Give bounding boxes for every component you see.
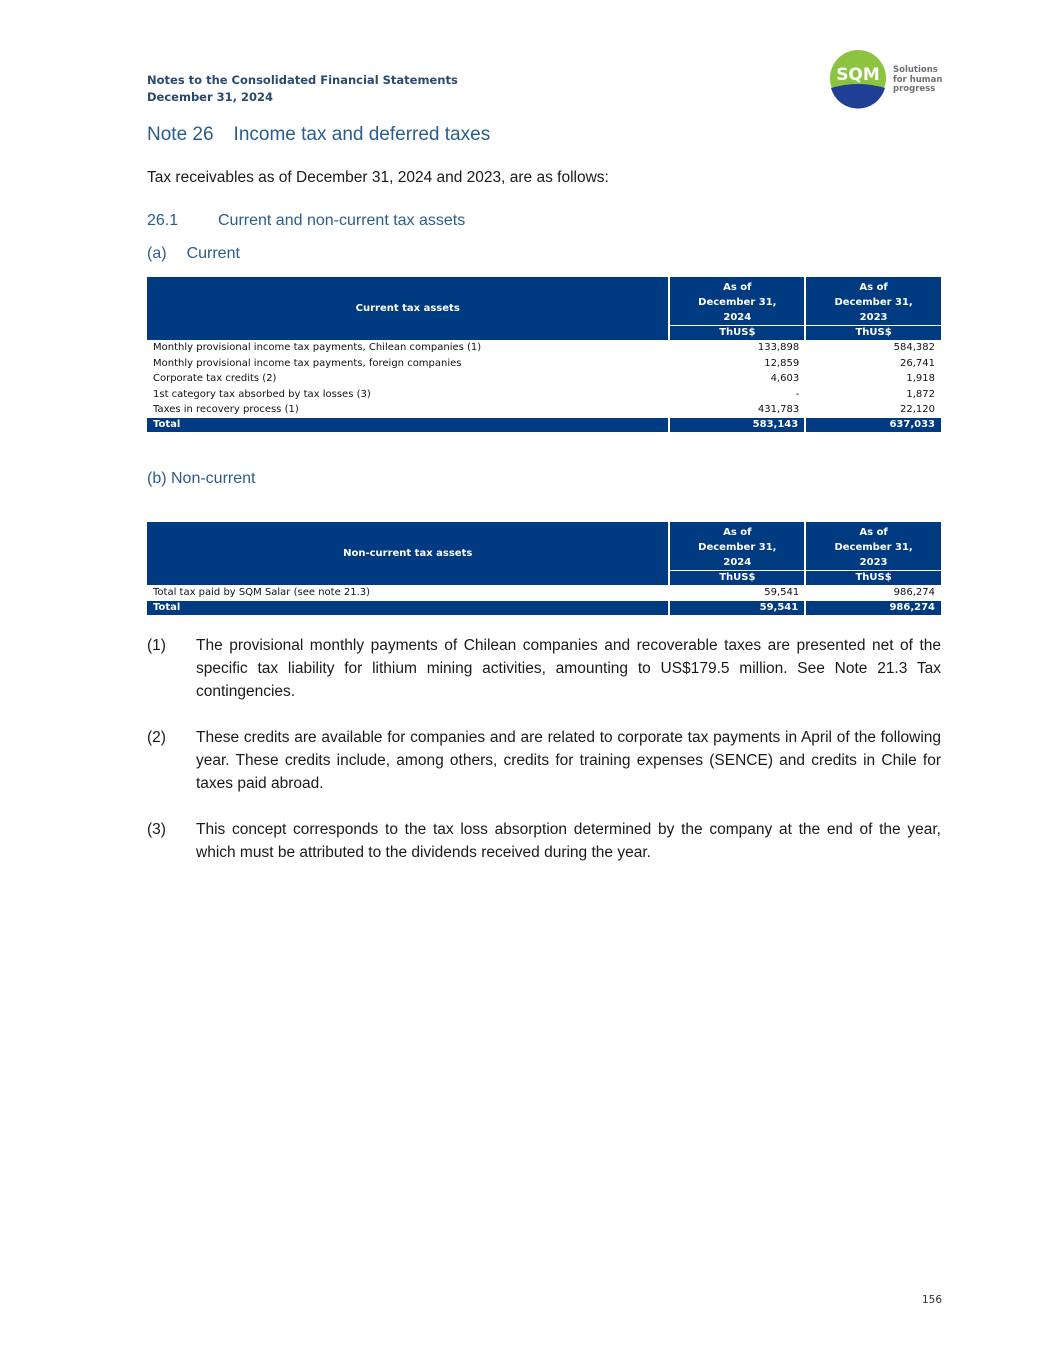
col-header-line: December 31,	[834, 541, 913, 553]
note-number: Note 26	[147, 124, 214, 145]
footnote-text: The provisional monthly payments of Chilean companies and recoverable taxes are presented net of the specific tax liability for lithium mining activities, amounting to US$179.5 million. See Note 21.3 Tax contingencies.	[196, 637, 941, 700]
row-value-2024: 12,859	[764, 357, 800, 369]
row-value-2023: 986,274	[893, 587, 935, 598]
subsection-current	[147, 245, 240, 263]
table-row	[147, 387, 941, 403]
col-header-2023	[805, 522, 941, 571]
current-tax-assets-table	[147, 277, 941, 432]
page-number: 156	[922, 1294, 943, 1306]
unit-2023: ThUS$	[805, 326, 941, 341]
col-header-line: December 31,	[698, 296, 777, 308]
logo-tagline-2: for human	[893, 74, 943, 85]
footnote	[147, 818, 941, 864]
col-header-line: 2023	[859, 556, 888, 568]
row-label: Total tax paid by SQM Salar (see note 21.3)	[153, 587, 371, 598]
footnote-number: (3)	[147, 821, 166, 838]
subsection-title: Current	[186, 245, 240, 262]
col-header-line: December 31,	[834, 296, 913, 308]
logo-tagline-1: Solutions	[893, 65, 938, 75]
total-value-2024: 59,541	[669, 601, 805, 615]
logo-tagline-3: progress	[893, 84, 936, 94]
footnote-number: (2)	[147, 729, 166, 746]
row-label: Monthly provisional income tax payments, Chilean companies (1)	[153, 342, 482, 353]
row-value-2024: 133,898	[757, 342, 800, 353]
table-row	[147, 371, 941, 387]
total-value-2023: 637,033	[805, 418, 941, 432]
section-title: Current and non-current tax assets	[218, 212, 466, 229]
col-header-2024	[669, 522, 805, 571]
footnote-number: (1)	[147, 637, 166, 654]
subsection-label: (a)	[147, 245, 167, 262]
footnote	[147, 726, 941, 795]
row-value-2023: 22,120	[900, 404, 935, 416]
total-row	[147, 418, 941, 432]
footnote-text: These credits are available for companies and are related to corporate tax payments in April of the following year. These credits include, among others, credits for training expenses (SENCE) and credits in Chile for taxes paid abroad.	[196, 729, 941, 792]
total-label: Total	[147, 601, 669, 615]
col-header-line: December 31,	[698, 541, 777, 553]
col-header-line: As of	[723, 281, 752, 293]
row-value-2023: 26,741	[900, 357, 935, 369]
col-header-line: 2023	[859, 311, 888, 323]
intro-paragraph: Tax receivables as of December 31, 2024 and 2023, are as follows:	[147, 169, 609, 186]
logo-brand: SQM	[836, 65, 880, 85]
row-value-2023: 584,382	[893, 342, 935, 353]
header-date: December 31, 2024	[147, 90, 274, 104]
row-label: Taxes in recovery process (1)	[153, 404, 299, 416]
row-label: Monthly provisional income tax payments, foreign companies	[153, 357, 462, 369]
table-title: Current tax assets	[147, 277, 669, 340]
col-header-line: As of	[859, 526, 888, 538]
noncurrent-tax-assets-table	[147, 522, 941, 615]
row-label: Corporate tax credits (2)	[153, 373, 277, 385]
unit-2024: ThUS$	[669, 571, 805, 586]
unit-2023: ThUS$	[805, 571, 941, 586]
col-header-line: As of	[859, 281, 888, 293]
document-header	[147, 72, 458, 106]
row-value-2024: -	[795, 388, 800, 400]
table-title: Non-current tax assets	[147, 522, 669, 585]
footnotes	[147, 634, 941, 887]
subsection-noncurrent: (b) Non-current	[147, 470, 256, 487]
row-value-2024: 431,783	[757, 404, 800, 416]
total-value-2024: 583,143	[669, 418, 805, 432]
logo-wave	[831, 84, 885, 109]
total-label: Total	[147, 418, 669, 432]
col-header-2023	[805, 277, 941, 326]
note-title	[147, 124, 490, 146]
col-header-line: 2024	[723, 311, 752, 323]
table-row	[147, 585, 941, 601]
total-value-2023: 986,274	[805, 601, 941, 615]
row-value-2024: 59,541	[764, 587, 800, 598]
table-row	[147, 402, 941, 418]
section-number: 26.1	[147, 212, 179, 229]
header-title: Notes to the Consolidated Financial Statements	[147, 73, 458, 87]
row-value-2023: 1,918	[906, 373, 935, 385]
col-header-line: As of	[723, 526, 752, 538]
note-title-text: Income tax and deferred taxes	[233, 124, 491, 145]
row-value-2023: 1,872	[906, 388, 935, 400]
total-row	[147, 601, 941, 615]
row-label: 1st category tax absorbed by tax losses (3)	[153, 388, 371, 400]
table-row	[147, 356, 941, 372]
footnote-text: This concept corresponds to the tax loss absorption determined by the company at the end of the year, which must be attributed to the dividends received during the year.	[196, 821, 941, 861]
col-header-line: 2024	[723, 556, 752, 568]
logo-tagline	[893, 66, 942, 95]
unit-2024: ThUS$	[669, 326, 805, 341]
section-heading	[147, 212, 466, 230]
row-value-2024: 4,603	[770, 373, 800, 385]
table-row	[147, 340, 941, 356]
footnote	[147, 634, 941, 703]
col-header-2024	[669, 277, 805, 326]
